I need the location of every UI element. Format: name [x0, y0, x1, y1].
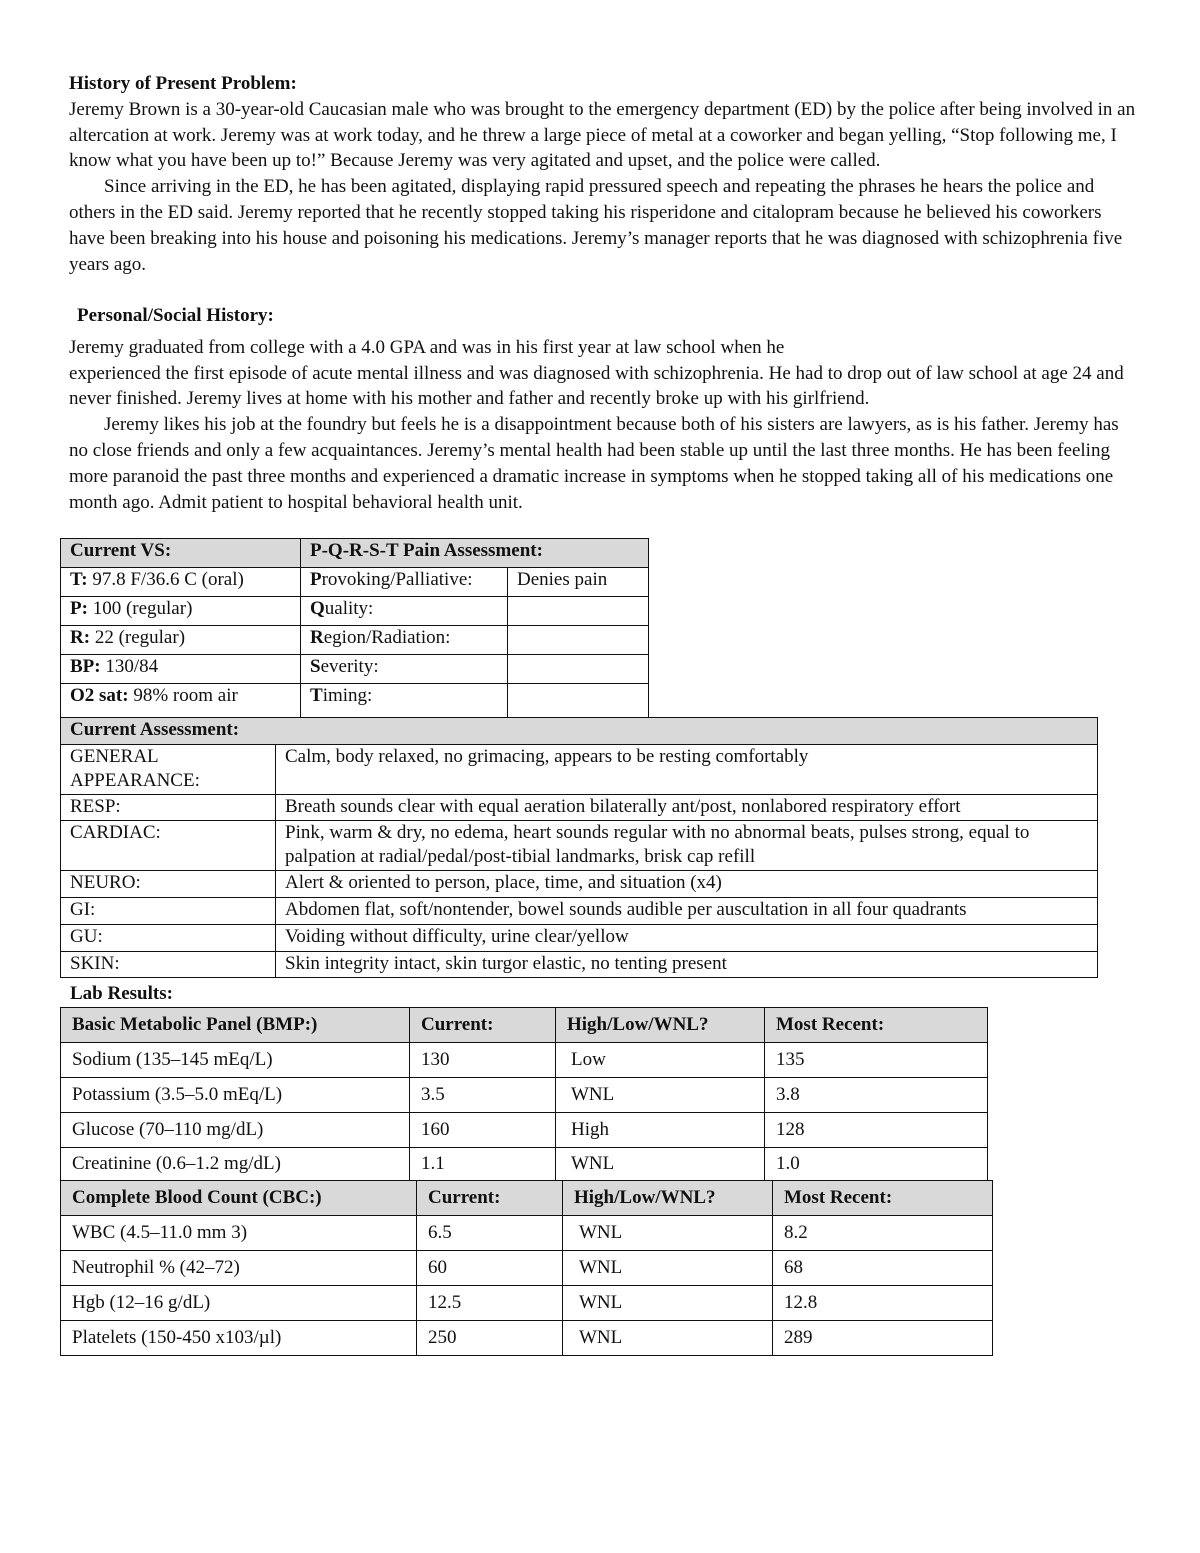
vital-value: 98% room air	[128, 685, 238, 706]
bmp-table	[60, 1007, 988, 1181]
table-row	[61, 821, 1098, 871]
pain-value	[508, 597, 649, 626]
assessment-label: NEURO:	[61, 871, 276, 898]
pain-label: uality:	[324, 598, 374, 619]
table-row	[61, 626, 649, 655]
lab-test: Platelets (150-450 x103/µl)	[61, 1321, 417, 1356]
assessment-value: Calm, body relaxed, no grimacing, appears to be resting comfortably	[276, 745, 1098, 795]
lab-recent: 135	[765, 1043, 988, 1078]
vital-value: 130/84	[100, 656, 159, 677]
assessment-value: Alert & oriented to person, place, time, and situation (x4)	[276, 871, 1098, 898]
lab-flag: WNL	[563, 1321, 773, 1356]
lab-recent: 68	[773, 1251, 993, 1286]
pain-value	[508, 655, 649, 684]
lab-recent: 3.8	[765, 1078, 988, 1113]
assessment-table	[60, 717, 1098, 978]
bmp-header: High/Low/WNL?	[556, 1008, 765, 1043]
lab-test: Potassium (3.5–5.0 mEq/L)	[61, 1078, 410, 1113]
lab-recent: 1.0	[765, 1148, 988, 1181]
lab-current: 12.5	[417, 1286, 563, 1321]
assessment-heading: Current Assessment:	[61, 718, 1098, 745]
cbc-header: Current:	[417, 1181, 563, 1216]
pain-letter: S	[310, 656, 321, 677]
vital-label: P:	[70, 598, 88, 619]
lab-flag: WNL	[556, 1078, 765, 1113]
vitals-pain-table	[60, 538, 649, 718]
vitals-heading: Current VS:	[61, 539, 301, 568]
cbc-header: High/Low/WNL?	[563, 1181, 773, 1216]
lab-test: WBC (4.5–11.0 mm 3)	[61, 1216, 417, 1251]
cbc-header: Complete Blood Count (CBC:)	[61, 1181, 417, 1216]
cbc-table	[60, 1180, 993, 1356]
history-paragraph-1: Jeremy Brown is a 30-year-old Caucasian male who was brought to the emergency department (ED) by the police after being involved in an altercation at work. Jeremy was at work today, and he threw a large piece of metal at a coworker and began yelling, “Stop following me, I know what you have been up to!” Because Jeremy was very agitated and upset, and the police were called.	[69, 98, 1136, 172]
table-row	[61, 684, 649, 718]
table-row	[61, 898, 1098, 925]
lab-flag: High	[556, 1113, 765, 1148]
table-row	[61, 952, 1098, 978]
social-heading: Personal/Social History:	[77, 305, 274, 326]
social-section	[69, 303, 1139, 515]
table-row	[61, 1286, 993, 1321]
lab-current: 130	[410, 1043, 556, 1078]
table-row	[61, 1251, 993, 1286]
bmp-header: Current:	[410, 1008, 556, 1043]
table-row	[61, 745, 1098, 795]
lab-flag: WNL	[563, 1286, 773, 1321]
lab-test: Creatinine (0.6–1.2 mg/dL)	[61, 1148, 410, 1181]
vital-label: R:	[70, 627, 91, 648]
assessment-value: Pink, warm & dry, no edema, heart sounds regular with no abnormal beats, pulses strong, equal to palpation at radial/pedal/post-tibial landmarks, brisk cap refill	[276, 821, 1098, 871]
social-paragraph-2: Jeremy likes his job at the foundry but feels he is a disappointment because both of his sisters are lawyers, as is his father. Jeremy has no close friends and only a few acquaintances. Jeremy’s mental health had been stable up until the last three months. He has been feeling more paranoid the past three months and experienced a dramatic increase in symptoms when he stopped taking all of his medications one month ago. Admit patient to hospital behavioral health unit.	[69, 414, 1119, 513]
assessment-label: GI:	[61, 898, 276, 925]
lab-current: 60	[417, 1251, 563, 1286]
pain-value	[508, 626, 649, 655]
table-row	[61, 597, 649, 626]
vital-label: O2 sat:	[70, 685, 129, 706]
vital-value: 97.8 F/36.6 C (oral)	[87, 569, 244, 590]
pain-label: iming:	[322, 685, 373, 706]
lab-current: 1.1	[410, 1148, 556, 1181]
bmp-header: Basic Metabolic Panel (BMP:)	[61, 1008, 410, 1043]
table-row	[61, 871, 1098, 898]
pain-value: Denies pain	[508, 568, 649, 597]
history-heading: History of Present Problem:	[69, 73, 297, 94]
pain-heading: P-Q-R-S-T Pain Assessment:	[301, 539, 649, 568]
lab-flag: WNL	[556, 1148, 765, 1181]
pain-label: everity:	[320, 656, 379, 677]
lab-current: 3.5	[410, 1078, 556, 1113]
lab-results-heading: Lab Results:	[70, 983, 173, 1004]
history-paragraph-2: Since arriving in the ED, he has been agitated, displaying rapid pressured speech and repeating the phrases he hears the police and others in the ED said. Jeremy reported that he recently stopped taking his risperidone and citalopram because he believed his coworkers have been breaking into his house and poisoning his medications. Jeremy’s manager reports that he was diagnosed with schizophrenia five years ago.	[69, 176, 1123, 275]
table-row	[61, 568, 649, 597]
table-row	[61, 1113, 988, 1148]
lab-current: 6.5	[417, 1216, 563, 1251]
vital-label: BP:	[70, 656, 101, 677]
pain-value	[508, 684, 649, 718]
pain-label: rovoking/Palliative:	[321, 569, 473, 590]
pain-letter: Q	[310, 598, 325, 619]
assessment-label: SKIN:	[61, 952, 276, 978]
lab-current: 160	[410, 1113, 556, 1148]
lab-flag: Low	[556, 1043, 765, 1078]
assessment-value: Skin integrity intact, skin turgor elastic, no tenting present	[276, 952, 1098, 978]
history-section	[69, 71, 1139, 277]
vital-value: 100 (regular)	[87, 598, 193, 619]
cbc-header: Most Recent:	[773, 1181, 993, 1216]
social-paragraph-1b: experienced the first episode of acute mental illness and was diagnosed with schizophrenia. He had to drop out of law school at age 24 and never finished. Jeremy lives at home with his mother and father and recently broke up with his girlfriend.	[69, 362, 1124, 410]
table-row	[61, 925, 1098, 952]
pain-letter: P	[310, 569, 322, 590]
table-row	[61, 1043, 988, 1078]
pain-label: egion/Radiation:	[323, 627, 451, 648]
lab-current: 250	[417, 1321, 563, 1356]
lab-test: Sodium (135–145 mEq/L)	[61, 1043, 410, 1078]
table-row	[61, 1148, 988, 1181]
bmp-header: Most Recent:	[765, 1008, 988, 1043]
lab-test: Hgb (12–16 g/dL)	[61, 1286, 417, 1321]
lab-recent: 8.2	[773, 1216, 993, 1251]
lab-recent: 289	[773, 1321, 993, 1356]
lab-test: Neutrophil % (42–72)	[61, 1251, 417, 1286]
assessment-label: GENERAL APPEARANCE:	[61, 745, 276, 795]
lab-flag: WNL	[563, 1251, 773, 1286]
lab-recent: 12.8	[773, 1286, 993, 1321]
assessment-label: RESP:	[61, 795, 276, 821]
assessment-label: GU:	[61, 925, 276, 952]
table-row	[61, 1216, 993, 1251]
assessment-value: Breath sounds clear with equal aeration bilaterally ant/post, nonlabored respiratory effort	[276, 795, 1098, 821]
assessment-value: Abdomen flat, soft/nontender, bowel sounds audible per auscultation in all four quadrants	[276, 898, 1098, 925]
assessment-label: CARDIAC:	[61, 821, 276, 871]
vital-label: T:	[70, 569, 88, 590]
assessment-value: Voiding without difficulty, urine clear/yellow	[276, 925, 1098, 952]
table-row	[61, 1321, 993, 1356]
vital-value: 22 (regular)	[90, 627, 186, 648]
table-row	[61, 1078, 988, 1113]
table-row	[61, 655, 649, 684]
table-row	[61, 795, 1098, 821]
lab-flag: WNL	[563, 1216, 773, 1251]
lab-recent: 128	[765, 1113, 988, 1148]
pain-letter: T	[310, 685, 323, 706]
social-paragraph-1a: Jeremy graduated from college with a 4.0 GPA and was in his first year at law school when he	[69, 336, 785, 358]
pain-letter: R	[310, 627, 324, 648]
lab-test: Glucose (70–110 mg/dL)	[61, 1113, 410, 1148]
